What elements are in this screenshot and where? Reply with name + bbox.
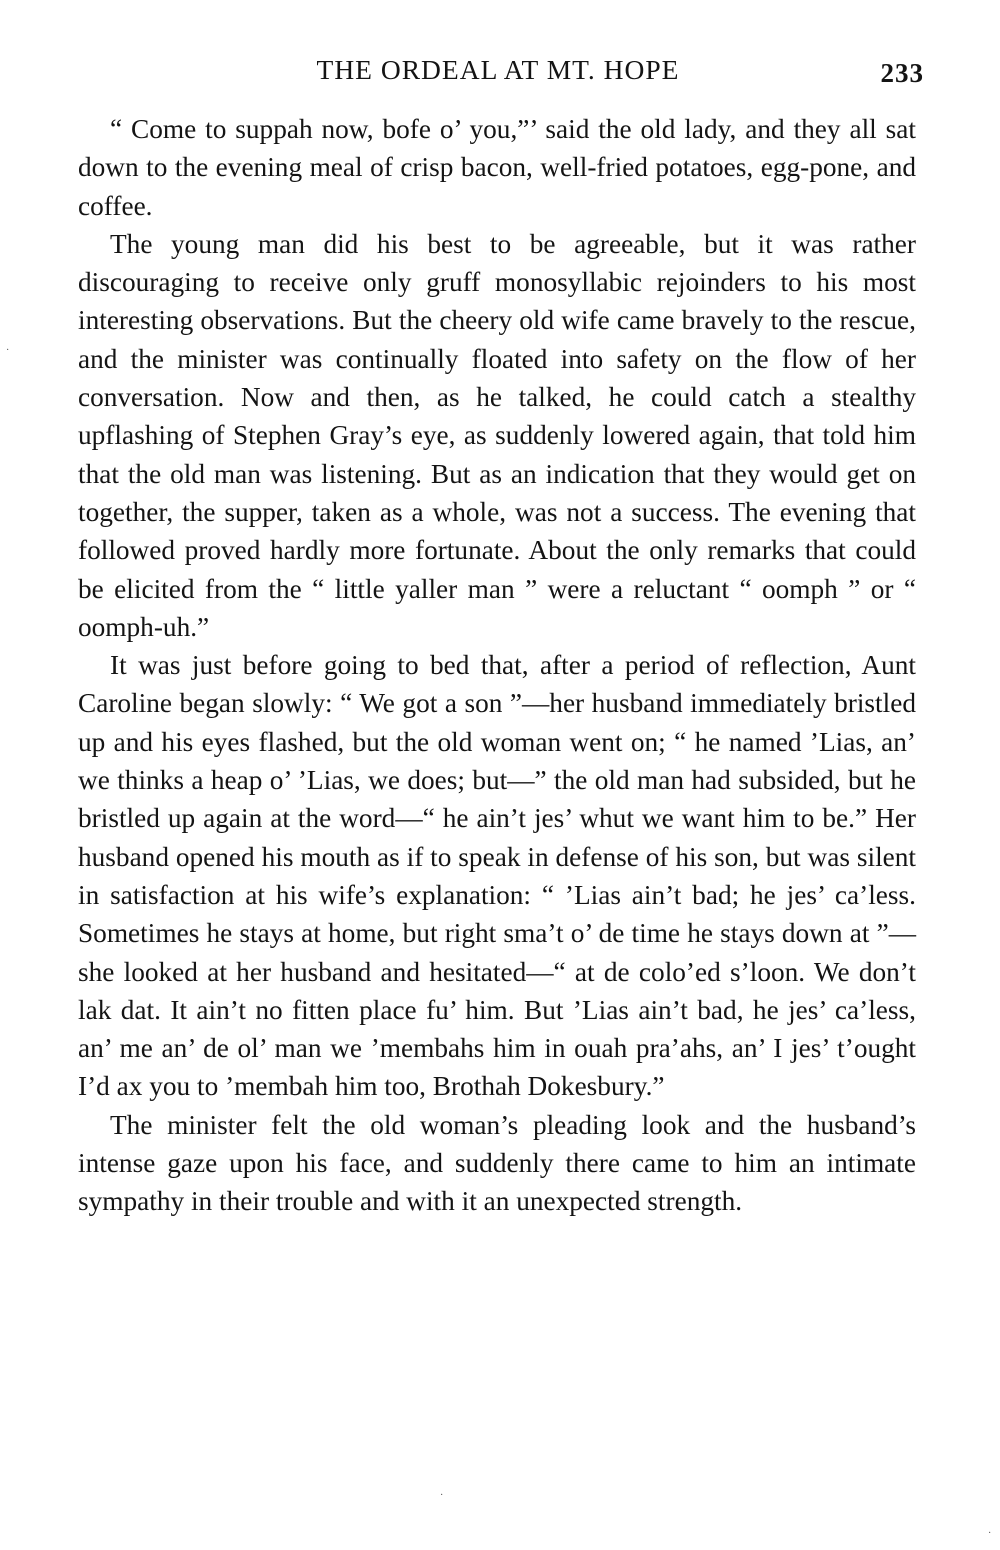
- paragraph-supper-conversation: The young man did his best to be agreeable, but it was rather discouraging to receive only gruff monosyllabic rejoinders to his most interesting observations. But the cheery old wife came bravely to the rescue, and the minister was continually floated into safety on the flow of her conversation. Now and then, as he talked, he could catch a stealthy upflashing of Stephen Gray’s eye, as suddenly lowered again, that told him that the old man was listening. But as an indication that they would get on together, the supper, taken as a whole, was not a success. The evening that followed proved hardly more fortunate. About the only remarks that could be elicited from the “ little yaller man ” were a reluctant “ oomph ” or “ oomph-uh.”: [78, 228, 916, 642]
- page-number: 233: [880, 58, 924, 88]
- paragraph-minister-sympathy: The minister felt the old woman’s pleading look and the husband’s intense gaze upon his face, and suddenly there came to him an intimate sympathy in their trouble and with it an unexpected strength.: [78, 1109, 916, 1217]
- body-text: [78, 110, 916, 1221]
- corner-speck: ·: [988, 1528, 992, 1539]
- paragraph-aunt-caroline-son: It was just before going to bed that, after a period of reflection, Aunt Caroline began slowly: “ We got a son ”—her husband immediately bristled up and his eyes flashed, but the old woman went on; “ he named ’Lias, an’ we thinks a heap o’ ’Lias, we does; but—” the old man had subsided, but he bristled up again at the word—“ he ain’t jes’ whut we want him to be.” Her husband opened his mouth as if to speak in defense of his son, but was silent in satisfaction at his wife’s explanation: “ ’Lias ain’t bad; he jes’ ca’less. Sometimes he stays at home, but right sma’t o’ de time he stays down at ”—she looked at her husband and hesitated—“ at de colo’ed s’loon. We don’t lak dat. It ain’t no fitten place fu’ him. But ’Lias ain’t bad, he jes’ ca’less, an’ me an’ de ol’ man we ’membahs him in ouah pra’ahs, an’ I jes’ t’ought I’d ax you to ’membah him too, Brothah Dokesbury.”: [78, 650, 916, 1102]
- paragraph-supper-invitation: “ Come to suppah now, bofe o’ you,”’ said the old lady, and they all sat down to the evening meal of crisp bacon, well-fried potatoes, egg-pone, and coffee.: [78, 114, 916, 221]
- running-title: THE ORDEAL AT MT. HOPE: [316, 54, 680, 85]
- bottom-speck: ·: [440, 1490, 444, 1501]
- margin-speck: ·: [6, 345, 10, 356]
- running-head: [78, 52, 924, 92]
